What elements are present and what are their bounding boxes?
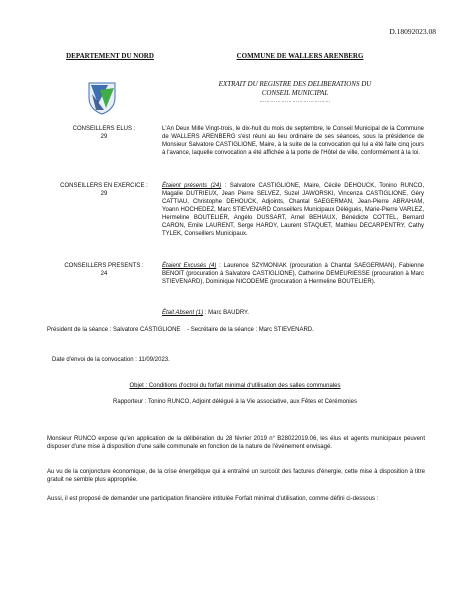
president-of-session: Président de la séance : Salvatore CASTIGLIONE: [47, 327, 181, 333]
paragraph-3: Aussi, il est proposé de demander une participation financière intitulée Forfait minimal d'utilisation, comme défini ci-dessous :: [47, 496, 379, 502]
paragraph-2: Au vu de la conjoncture économique, de la crise énergétique qui a entraîné un surcoût des factures d'énergie, cette mise à disposition à titre gratuit ne semble plus appropriée.: [47, 469, 425, 483]
excuses-names: : Laurence SZYMONIAK (procuration à Chantal SAEGERMAN), Fabienne BENOIT (procuration à Salvatore CASTIGLIONE), Catherine DEMEURIESSE (procuration à Marc STIEVENARD), Dominique NICODEME (procuration à Hermeline BOUTELIER).: [162, 263, 424, 285]
presidence-line: [47, 326, 437, 334]
document-reference: D.18092023.08: [389, 27, 436, 36]
absent-title: Était Absent (1): [162, 310, 204, 316]
presents-names: : Salvatore CASTIGLIONE, Maire, Cécile DEHOUCK, Tonino RUNCO, Magalie DUTRIEUX, Jean Pierre SELVEZ, Suzel JAWORSKI, Vincenza CASTIGLIONE, Géry CATTIAU, Christophe DEHOUCK, Adjoints, Chantal SAEGERMAN, Jean-Pierre ABRAHAM, Yoann HOCHEDEZ, Marc STIEVENARD Conseillers Municipaux Délégués, Marie-Pierre VARLEZ, Hermeline BOUTELIER, Angélo DUSSART, Arnel BEHIAUX, Bénédicte COTTEL, Bernard CARON, Emile LAURENT, Serge HARDY, Laurent STAQUET, Mathieu DECARPENTRY, Cathy TYLEK, Conseillers Municipaux.: [162, 183, 424, 237]
objet-heading: [40, 382, 430, 390]
paragraph-1: Monsieur RUNCO expose qu'en application de la délibération du 28 février 2019 n° B28022019.06, les élus et agents municipaux peuvent disposer d'une mise à disposition d'une salle communale en fonction de la nature de l'événement envisagé.: [47, 436, 425, 450]
elus-label: CONSEILLERS ELUS :: [72, 126, 136, 132]
elus-label-block: [48, 125, 160, 141]
presents-label-block: [48, 262, 160, 278]
presents-label: CONSEILLERS PRESENTS :: [64, 263, 144, 269]
register-extract-line-1: EXTRAIT DU REGISTRE DES DELIBERATIONS DU: [218, 80, 372, 88]
absent-names: : Marc BAUDRY.: [204, 310, 249, 316]
secretary-of-session: - Secrétaire de la séance : Marc STIEVENARD.: [187, 327, 314, 333]
convocation-date: Date d'envoi de la convocation : 11/09/2023.: [52, 357, 170, 363]
register-extract-line-2: CONSEIL MUNICIPAL: [261, 89, 329, 97]
exercice-label: CONSEILLERS EN EXERCICE :: [60, 183, 148, 189]
rapporteur-line: Rapporteur : Tonino RUNCO, Adjoint délégué à la Vie associative, aux Fêtes et Cérémonies: [113, 399, 357, 405]
exercice-label-block: [48, 182, 160, 198]
absent-line: [162, 309, 424, 317]
town-crest-logo: [86, 80, 118, 116]
exercice-count: 29: [100, 191, 108, 197]
objet-text: Objet : Conditions d'octroi du forfait minimal d'utilisation des salles communales: [129, 383, 341, 389]
presents-title: Étaient présents (24): [162, 183, 222, 189]
session-intro-text: L'An Deux Mille Vingt-trois, le dix-huit du mois de septembre, le Conseil Municipal de la Commune de WALLERS ARENBERG s'est réuni au lieu ordinaire de ses séances, sous la présidence de Monsieur Salvatore CASTIGLIONE, Maire, à la suite de la convocation qui lui a été faite cinq jours à l'avance, laquelle convocation a été affichée à la porte de l'Hôtel de ville, conformément à la loi.: [162, 126, 424, 156]
elus-count: 29: [100, 134, 108, 140]
department-heading: DEPARTEMENT DU NORD: [66, 52, 154, 60]
presents-count: 24: [100, 271, 108, 277]
commune-heading: COMMUNE DE WALLERS ARENBERG: [236, 52, 364, 60]
presents-list: [162, 182, 424, 238]
dotted-separator: …………………………………: [259, 98, 331, 104]
register-extract-title: [195, 80, 395, 98]
excuses-title: Étaient Excusés (4): [162, 263, 217, 269]
excuses-list: [162, 262, 424, 286]
